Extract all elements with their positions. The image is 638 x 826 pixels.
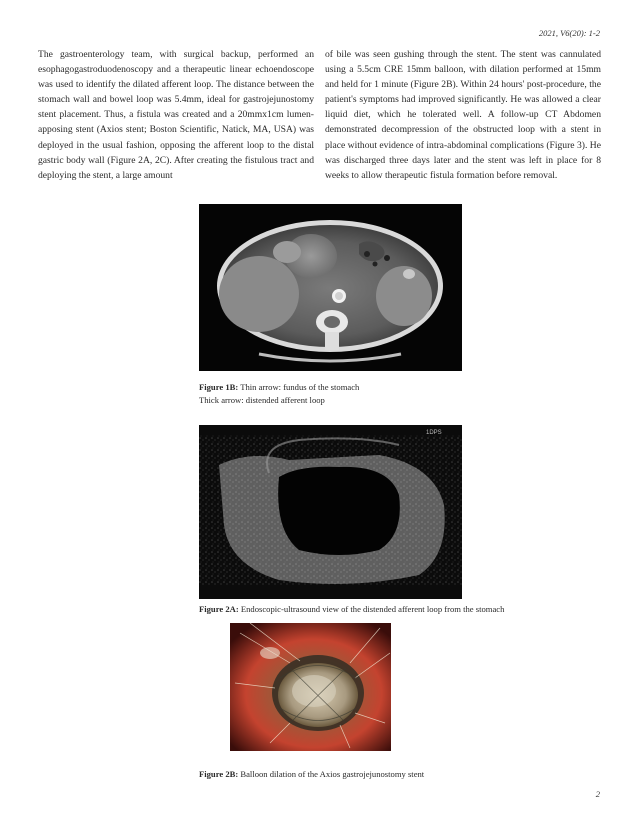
page-number: 2 <box>595 789 600 799</box>
figure-2a-caption <box>199 603 504 616</box>
figure-2b-label: Figure 2B: <box>199 769 239 779</box>
figure-2b-endoscopy-image <box>230 623 391 751</box>
body-paragraph-left: The gastroenterology team, with surgical backup, performed an esophagogastroduodenoscopy and a therapeutic linear echoendoscope was used to identify the dilated afferent loop. The distance between the stomach wall and bowel loop was 5.4mm, ideal for gastrojejunostomy stent placement. Thus, a fistula was created and a 20mmx1cm lumen-apposing stent (Axios stent; Boston Scientific, Natick, MA, USA) was deployed in the usual fashion, opposing the afferent loop to the distal gastric body wall (Figure 2A, 2C). After creating the fistulous tract and deploying the stent, a large amount <box>38 49 314 181</box>
figure-1b-label: Figure 1B: <box>199 382 239 392</box>
figure-1b-ct-image <box>199 204 462 371</box>
figure-2a-overlay-text: 1DPS <box>426 430 442 436</box>
figure-1b-caption <box>199 381 359 406</box>
figure-2b-caption-text: Balloon dilation of the Axios gastrojejunostomy stent <box>240 769 425 779</box>
journal-citation: 2021, V6(20): 1-2 <box>538 28 600 38</box>
figure-2a-label: Figure 2A: <box>199 604 239 614</box>
figure-1b-caption-line2: Thick arrow: distended afferent loop <box>199 394 325 405</box>
body-paragraph-right: of bile was seen gushing through the stent. The stent was cannulated using a 5.5cm CRE 15mm balloon, with dilation performed at 15mm and held for 1 minute (Figure 2B). Within 24 hours' post-procedure, the patient's symptoms had improved significantly. He was allowed a clear liquid diet, which he tolerated well. A follow-up CT Abdomen demonstrated decompression of the obstructed loop with a stent in place without evidence of intra-abdominal complications (Figure 3). He was discharged three days later and the stent was left in place for 8 weeks to allow therapeutic fistula formation before removal. <box>325 49 601 181</box>
figure-2a-caption-text: Endoscopic-ultrasound view of the distended afferent loop from the stomach <box>240 604 505 614</box>
figure-2a-eus-image <box>199 425 462 599</box>
figure-2b-caption <box>199 768 424 781</box>
figure-1b-caption-line1: Thin arrow: fundus of the stomach <box>240 382 360 392</box>
